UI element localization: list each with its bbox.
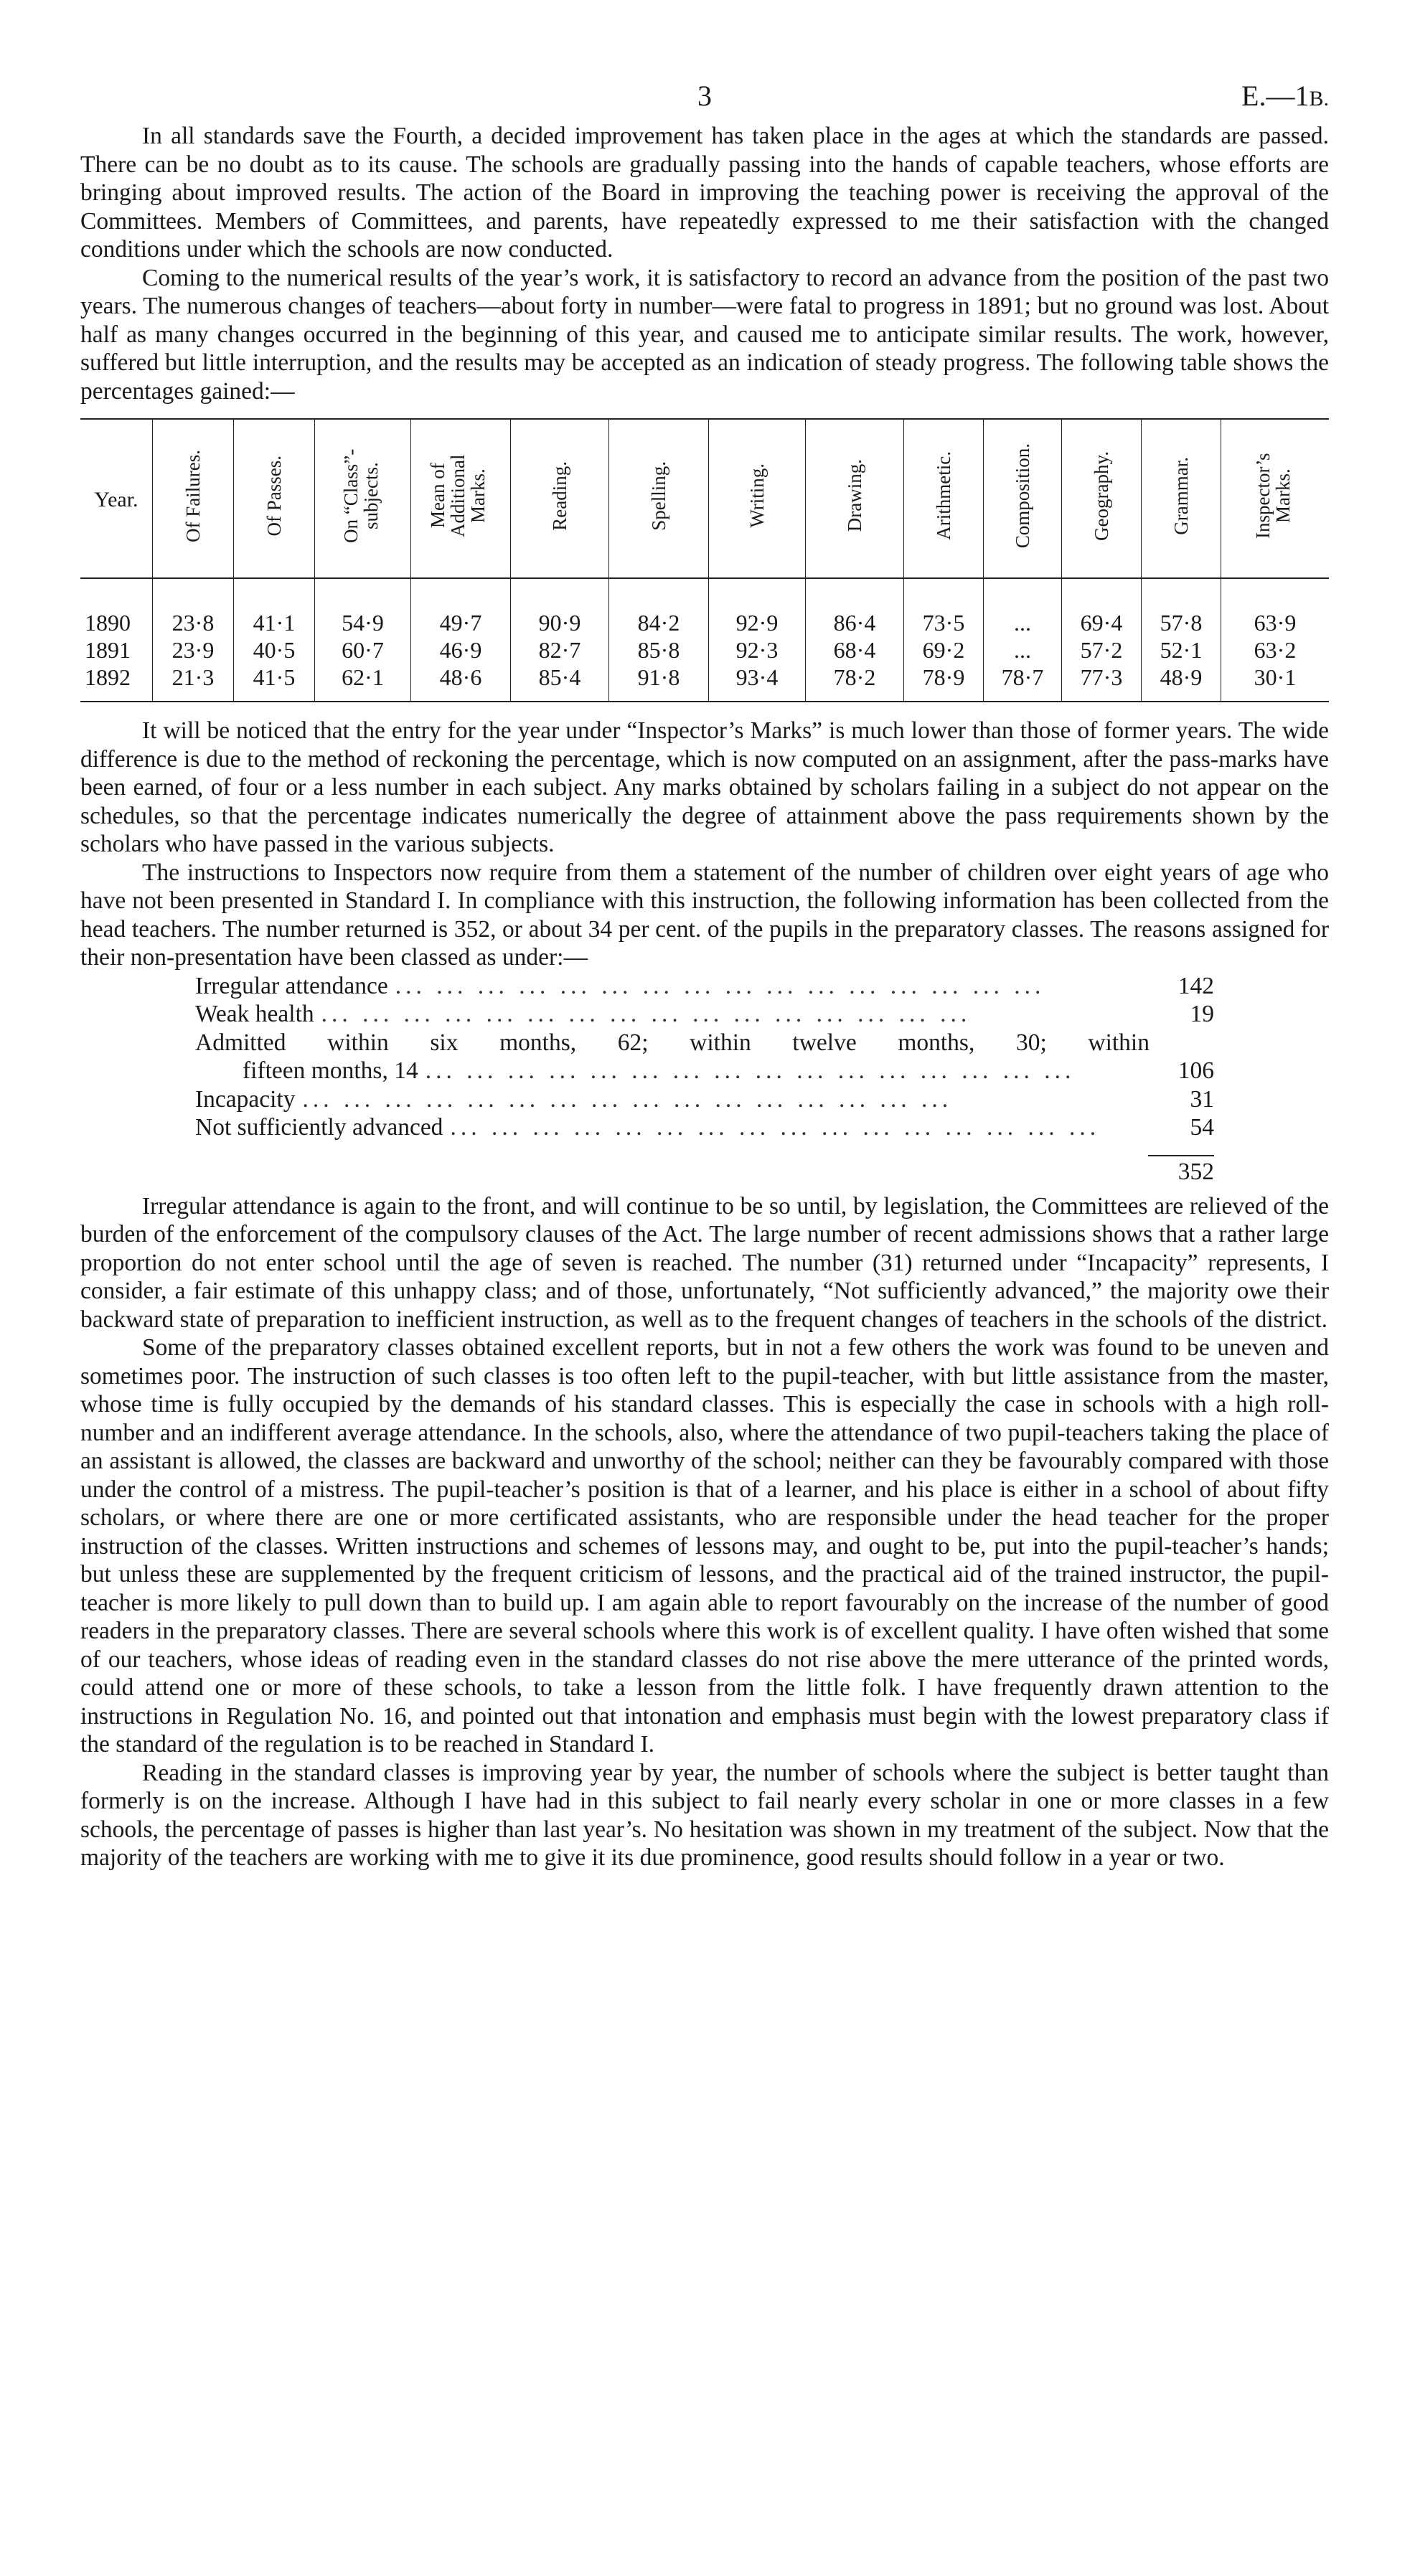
table-cell: 41·1 [234, 609, 315, 636]
table-cell: 63·2 [1221, 636, 1330, 664]
leader-dots: ... ... ... ... ... ... ... ... ... ... ... ... ... ... ... ... [425, 1057, 1076, 1084]
col-header-class-subjects: On “Class”-subjects. [315, 419, 411, 578]
col-header-arithmetic: Arithmetic. [904, 419, 984, 578]
table-cell: 69·2 [904, 636, 984, 664]
table-cell: 54·9 [315, 609, 411, 636]
table-cell: 23·8 [153, 609, 234, 636]
table-cell: 1890 [85, 609, 131, 636]
table-cell: 77·3 [1062, 664, 1142, 702]
table-cell: 46·9 [411, 636, 511, 664]
col-header-failures: Of Failures. [153, 419, 234, 578]
reason-incapacity: Incapacity ... ... ... ... ... ... ... ... ... ... ... ... ... ... ... ... 31 [195, 1085, 1214, 1113]
table-cell: 78·2 [806, 664, 904, 702]
reason-irregular-attendance: Irregular attendance ... ... ... ... ... ... ... ... ... ... ... ... ... ... ... ... 142 [195, 972, 1214, 999]
col-header-grammar: Grammar. [1142, 419, 1221, 578]
col-header-composition: Composition. [984, 419, 1062, 578]
reference-suffix: B. [1309, 87, 1329, 110]
table-row-1892 [80, 664, 1329, 702]
paragraph-instructions: The instructions to Inspectors now require from them a statement of the number of children over eight years of age who have not been presented in Standard I. In compliance with this instruction, the following information has been collected from the head teachers. The number returned is 352, or about 34 per cent. of the pupils in the preparatory classes. The reasons assigned for their non-presentation have been classed as under:— [80, 859, 1329, 971]
page-number: 3 [697, 80, 712, 112]
table-cell: 85·4 [511, 664, 609, 702]
reasons-list [195, 972, 1214, 1142]
reason-not-sufficiently-advanced: Not sufficiently advanced ... ... ... ... ... ... ... ... ... ... ... ... ... ... ... ... 54 [195, 1114, 1214, 1141]
reason-admitted-fifteen-months: fifteen months, 14 ... ... ... ... ... ... ... ... ... ... ... ... ... ... ... ... 106 [243, 1057, 1214, 1084]
table-cell: 68·4 [806, 636, 904, 664]
paragraph-inspectors-marks: It will be noticed that the entry for the year under “Inspector’s Marks” is much lower than those of former years. The wide difference is due to the method of reckoning the percentage, which is now computed on an assignment, after the pass-marks have been earned, of four or a less number in each subject. Any marks obtained by scholars failing in a subject do not appear on the schedules, so that the percentage indicates numerically the degree of attainment above the pass requirements shown by the scholars who have passed in the various subjects. [80, 717, 1329, 857]
col-header-geography: Geography. [1062, 419, 1142, 578]
page-header [80, 79, 1329, 122]
table-cell: 40·5 [234, 636, 315, 664]
table-cell: 41·5 [234, 664, 315, 702]
table-cell: 82·7 [511, 636, 609, 664]
reason-weak-health: Weak health ... ... ... ... ... ... ... ... ... ... ... ... ... ... ... ... 19 [195, 1001, 1214, 1027]
table-cell: ... [984, 609, 1062, 636]
table-cell: 1891 [85, 636, 131, 663]
table-cell: 57·8 [1142, 609, 1221, 636]
paragraph-improvement: In all standards save the Fourth, a decided improvement has taken place in the ages at which the standards are passed. There can be no doubt as to its cause. The schools are gradually passing into the hands of capable teachers, whose efforts are bringing about improved results. The action of the Board in improving the teaching power is receiving the approval of the Committees. Members of Committees, and parents, have repeatedly expressed to me their satisfaction with the changed conditions under which the schools are now conducted. [80, 123, 1329, 263]
col-header-passes: Of Passes. [234, 419, 315, 578]
percentages-table [80, 418, 1329, 702]
table-cell: 49·7 [411, 609, 511, 636]
table-cell: 91·8 [609, 664, 709, 702]
table-row-1891 [80, 636, 1329, 664]
table-cell: 21·3 [153, 664, 234, 702]
table-cell: 85·8 [609, 636, 709, 664]
leader-dots: ... ... ... ... ... ... ... ... ... ... ... ... ... ... ... ... [302, 1085, 953, 1113]
table-cell: 86·4 [806, 609, 904, 636]
paragraph-irregular-attendance: Irregular attendance is again to the front, and will continue to be so until, by legislation, the Committees are relieved of the burden of the enforcement of the compulsory clauses of the Act. The large number of recent admissions shows that a rather large proportion do not enter school until the age of seven is reached. The number (31) returned under “Incapacity” represents, I consider, a fair estimate of this unhappy class; and of those, unfortunately, “Not sufficiently advanced,” the majority owe their backward state of preparation to inefficient instruction, as well as to the frequent changes of teachers in the schools of the district. [80, 1192, 1329, 1333]
table-cell: 52·1 [1142, 636, 1221, 664]
table-cell: 23·9 [153, 636, 234, 664]
table-cell: 93·4 [709, 664, 806, 702]
table-cell: 48·6 [411, 664, 511, 702]
table-cell: 84·2 [609, 609, 709, 636]
table-cell: ... [984, 636, 1062, 664]
table-cell: 92·9 [709, 609, 806, 636]
reasons-total: 352 [1177, 1158, 1214, 1185]
table-cell: 78·9 [904, 664, 984, 702]
leader-dots: ... ... ... ... ... ... ... ... ... ... ... ... ... ... ... ... [450, 1114, 1101, 1141]
document-page [80, 79, 1329, 1872]
col-header-additional-marks: Mean of Additional Marks. [411, 419, 511, 578]
col-header-spelling: Spelling. [609, 419, 709, 578]
reference-main: E.—1 [1241, 80, 1310, 112]
leader-dots: ... ... ... ... ... ... ... ... ... ... ... ... ... ... ... ... [395, 972, 1045, 999]
leader-dots: ... ... ... ... ... ... ... ... ... ... ... ... ... ... ... ... [321, 1001, 972, 1027]
table-row-1890 [80, 609, 1329, 636]
table-cell: 73·5 [904, 609, 984, 636]
table-cell: 30·1 [1221, 664, 1330, 702]
col-header-reading: Reading. [511, 419, 609, 578]
table-cell: 62·1 [315, 664, 411, 702]
paragraph-reading: Reading in the standard classes is improving year by year, the number of schools where the subject is better taught than formerly is on the increase. Although I have had in this subject to fail nearly every scholar in one or more classes in a few schools, the percentage of passes is higher than last year’s. No hesitation was shown in my treatment of the subject. Now that the majority of the teachers are working with me to give it its due prominence, good results should follow in a year or two. [80, 1759, 1329, 1871]
col-header-writing: Writing. [709, 419, 806, 578]
table-cell: 78·7 [984, 664, 1062, 702]
table-cell: 69·4 [1062, 609, 1142, 636]
document-reference [1241, 79, 1329, 113]
table-cell: 60·7 [315, 636, 411, 664]
table-header-row [80, 419, 1329, 578]
col-header-year: Year. [80, 419, 153, 578]
paragraph-preparatory-classes: Some of the preparatory classes obtained excellent reports, but in not a few others the work was found to be uneven and sometimes poor. The instruction of such classes is too often left to the pupil-teacher, with but little assistance from the master, whose time is fully occupied by the demands of his standard classes. This is especially the case in schools with a high roll-number and an indifferent average attendance. In the schools, also, where the attendance of two pupil-teachers taking the place of an assistant is allowed, the classes are backward and unworthy of the school; neither can they be favourably compared with those under the control of a mistress. The pupil-teacher’s position is that of a learner, and his place is either in a school of about fifty scholars, or where there are one or more certificated assistants, who are responsible under the head teacher for the proper instruction of the classes. Written instructions and schemes of lessons may, and ought to be, put into the pupil-teacher’s hands; but unless these are supplemented by the frequent criticism of lessons, and the practical aid of the trained instructor, the pupil-teacher is more likely to pull down than to build up. I am again able to report favourably on the increase of the number of good readers in the preparatory classes. There are several schools where this work is of excellent quality. I have often wished that some of our teachers, whose ideas of reading even in the standard classes do not rise above the mere utterance of the printed words, could attend one or more of these schools, to take a lesson from the little folk. I have frequently drawn attention to the instructions in Regulation No. 16, and pointed out that intonation and emphasis must begin with the lowest preparatory class if the standard of the regulation is to be reached in Standard I. [80, 1334, 1329, 1758]
table-cell: 1892 [80, 664, 153, 702]
table-cell: 92·3 [709, 636, 806, 664]
reason-admitted-line: Admitted within six months, 62; within twelve months, 30; within [195, 1029, 1150, 1056]
table-cell: 48·9 [1142, 664, 1221, 702]
table-cell: 63·9 [1221, 609, 1330, 636]
paragraph-numerical-results: Coming to the numerical results of the year’s work, it is satisfactory to record an advance from the position of the past two years. The numerous changes of teachers—about forty in number—were fatal to progress in 1891; but no ground was lost. About half as many changes occurred in the beginning of this year, and caused me to anticipate similar results. The work, however, suffered but little interruption, and the results may be accepted as an indication of steady progress. The following table shows the percentages gained:— [80, 264, 1329, 405]
table-cell: 90·9 [511, 609, 609, 636]
table-spacer-row [80, 578, 1329, 609]
col-header-drawing: Drawing. [806, 419, 904, 578]
table-cell: 57·2 [1062, 636, 1142, 664]
col-header-inspectors-marks: Inspector’s Marks. [1221, 419, 1330, 578]
